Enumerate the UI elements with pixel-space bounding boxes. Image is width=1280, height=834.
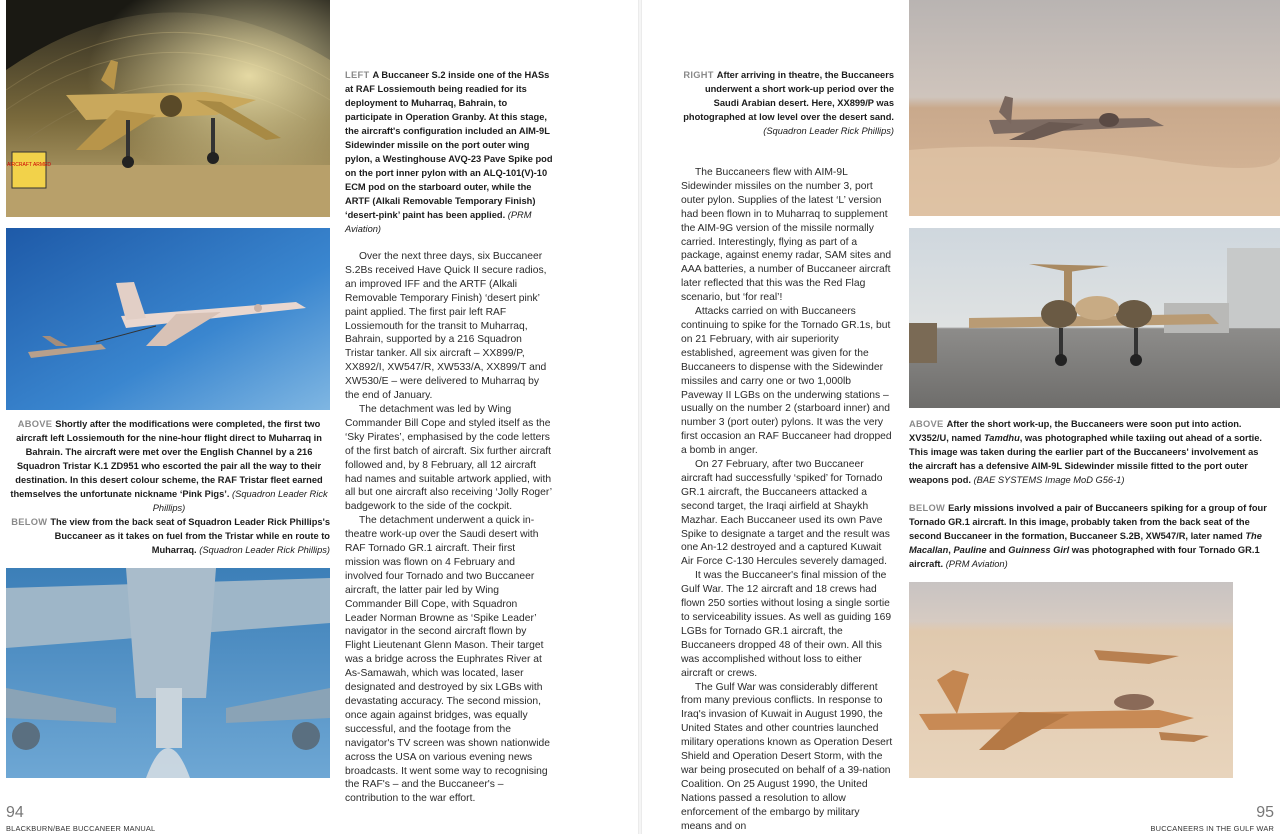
caption-credit: (PRM Aviation) [345,210,532,234]
caption-above-photo-right [909,417,1269,487]
body-paragraph: The detachment was led by Wing Commander Bill Cope and styled itself as the ‘Sky Pirates’, emphasised by the code letters of the first batch of aircraft. Six further aircraft followed and, by 8 February, all 12 aircraft had names and suitable artwork applied, with all but one aircraft also receiving ‘Jolly Roger’ badgework to the side of the cockpit. [345,403,552,513]
caption-tag: BELOW [909,503,946,513]
caption-text: Early missions involved a pair of Buccaneers spiking for a group of four Tornado GR.1 aircraft. In this image, probably taken from the back seat of the second Buccaneer in the formation, Buccaneer S.2B, XW547/R, later named [909,503,1267,541]
left-body-text [345,250,552,806]
caption-text: Shortly after the modifications were completed, the first two aircraft left Lossiemouth for the nine-hour flight direct to Muharraq in Bahrain. The aircraft were met over the English Channel by a 216 Squadron Tristar K.1 ZD951 who escorted the pair all the way to their destination. In this desert colour scheme, the RAF Tristar fleet earned themselves the unfortunate nickname ‘Pink Pigs’. [10,419,323,499]
photo-desert-low-level [909,0,1280,216]
photo-taxiing-tamdhu [909,228,1280,408]
caption-credit: (Squadron Leader Rick Phillips) [199,545,330,555]
caption-tag: ABOVE [17,419,53,429]
aircraft-name: The Macallan [909,531,1262,555]
aircraft-name: Pauline [953,545,987,555]
caption-below-photo-right [909,501,1269,571]
caption-text: After arriving in theatre, the Buccaneers underwent a short work-up period over the Saudi Arabian desert. Here, XX899/P was photographed at low level over the desert sand. [683,70,894,122]
body-paragraph: The Buccaneers flew with AIM-9L Sidewinder missiles on the number 3, port outer pylon. Supplies of the latest ‘L’ version had been flown in to Muharraq to supplement the AIM-9G version of the missile normally carried. Interestingly, flying as part of a package, against enemy radar, SAM sites and AAA batteries, a number of Buccaneer aircraft later reflected that this was the Red Flag scenario, but ‘for real’! [681,167,892,304]
running-footer-right: BUCCANEERS IN THE GULF WAR [1150,824,1274,833]
body-paragraph: Over the next three days, six Buccaneer S.2Bs received Have Quick II secure radios, an improved IFF and the ARTF (Alkali Removable Temporary Finish) ‘desert pink’ paint applied. The first pair left RAF Lossiemouth for the transit to Muharraq, Bahrain, supported by a 216 Squadron Tristar tanker. All six aircraft – XX899/P, XX892/I, XW547/R, XW533/A, XX899/T and XW530/E – were delivered to Muharraq by the end of January. [345,251,547,402]
caption-text: , was photographed while taxiing out ahead of a sortie. This image was taken during the earlier part of the Buccaneers' involvement as the aircraft has a defensive AIM-9L Sidewinder missile fitted to the port outer weapons pod. [909,433,1263,485]
caption-right-photo [683,68,894,138]
caption-separator: , [948,545,954,555]
caption-below-photo [8,515,330,557]
photo-formation-tornados [909,582,1233,778]
caption-left-photo [345,68,555,236]
caption-text: After the short work-up, the Buccaneers were soon put into action. XV352/U, named [909,419,1242,443]
caption-tag: ABOVE [909,419,944,429]
body-paragraph: The Gulf War was considerably different from many previous conflicts. In response to Iraq's invasion of Kuwait in August 1990, the United States and other countries launched military operations known as Operation Desert Shield and Operation Desert Storm, with the war being prosecuted on behalf of a 39-nation Coalition. On 25 August 1990, the United Nations passed a resolution to allow enforcement of the embargo by military means and on [681,681,893,832]
caption-text: The view from the back seat of Squadron Leader Rick Phillips's Buccaneer as it takes on fuel from the Tristar while en route to Muharraq. [50,517,330,555]
caption-text: was photographed with four Tornado GR.1 aircraft. [909,545,1260,569]
caption-credit: (Squadron Leader Rick Phillips) [763,126,894,136]
body-paragraph: On 27 February, after two Buccaneer aircraft had successfully ‘spiked’ for Tornado GR.1 aircraft, the Buccaneers attacked a second target, the Iraqi airfield at Shaykh Mazhar. Each Buccaneer used its own Pave Spike to designate a target and the result was one An-12 destroyed and a captured Kuwait Air Force C-130 Hercules severely damaged. [681,459,890,568]
caption-tag: BELOW [11,517,48,527]
caption-separator: and [986,545,1009,555]
caption-tag: LEFT [345,70,370,80]
page-number-right: 95 [1256,804,1274,821]
hangar-armed-sign: AIRCRAFT ARMED [6,162,52,168]
caption-credit: (Squadron Leader Rick Phillips) [152,489,328,513]
caption-tag: RIGHT [683,70,714,80]
right-page [640,0,1280,834]
photo-hangar-buccaneer [6,0,330,217]
aircraft-name: Tamdhu [983,433,1020,443]
caption-above-photo [8,417,330,515]
right-body-text [681,166,893,834]
body-paragraph: It was the Buccaneer's final mission of the Gulf War. The 12 aircraft and 18 crews had flown 250 sorties without losing a single sortie to serviceability issues. As well as guiding 169 LGBs for Tornado GR.1 aircraft, the Buccaneers dropped 48 of their own. All this was accomplished without loss to either aircraft or crews. [681,570,892,679]
caption-credit: (BAE SYSTEMS Image MoD G56-1) [973,475,1125,485]
photo-refuelling-view [6,568,330,778]
caption-text: A Buccaneer S.2 inside one of the HASs at RAF Lossiemouth being readied for its deployment to Muharraq, Bahrain, to participate in Operation Granby. At this stage, the aircraft's configuration included an AIM-9L Sidewinder missile on the port outer wing pylon, a Westinghouse AVQ-23 Pave Spike pod on the port inner pylon with an ALQ-101(V)-10 ECM pod on the starboard outer, while the ARTF (Alkali Removable Temporary Finish) ‘desert-pink’ paint has been applied. [345,70,553,220]
page-number-left: 94 [6,804,24,821]
aircraft-name: Guinness Girl [1008,545,1070,555]
caption-credit: (PRM Aviation) [945,559,1008,569]
running-footer-left: BLACKBURN/BAE BUCCANEER MANUAL [6,824,156,833]
body-paragraph: Attacks carried on with Buccaneers continuing to spike for the Tornado GR.1s, but on 21 February, with air superiority established, agreement was given for the Buccaneers to dispense with the Sidewinder missiles and carry one or two 1,000lb Paveway II LGBs on the underwing stations – usually on the number 2 (starboard inner) and number 3 (port outer) pylons. It was the very first occasion an RAF Buccaneer had dropped a bomb in anger. [681,306,892,457]
photo-tristar-tanker [6,228,330,410]
body-paragraph: The detachment underwent a quick in-theatre work-up over the Saudi desert with RAF Tornado GR.1 aircraft. Their first mission was flown on 4 February and involved four Tornado and two Buccaneer aircraft, the latter pair led by Wing Commander Bill Cope, with Squadron Leader Norman Browne as ‘Spike Leader’ navigator in the second aircraft flown by Flight Lieutenant Glenn Mason. Their target was a bridge across the Euphrates River at As-Samawah, which was located, laser designated and destroyed by six LGBs with devastating accuracy. The second mission, once again against bridges, was equally successful, and the footage from the navigator's TV screen was shown nationwide across the USA on various evening news broadcasts. It went some way to recognising the RAF's – and the Buccaneer's – contribution to the war effort. [345,515,550,805]
